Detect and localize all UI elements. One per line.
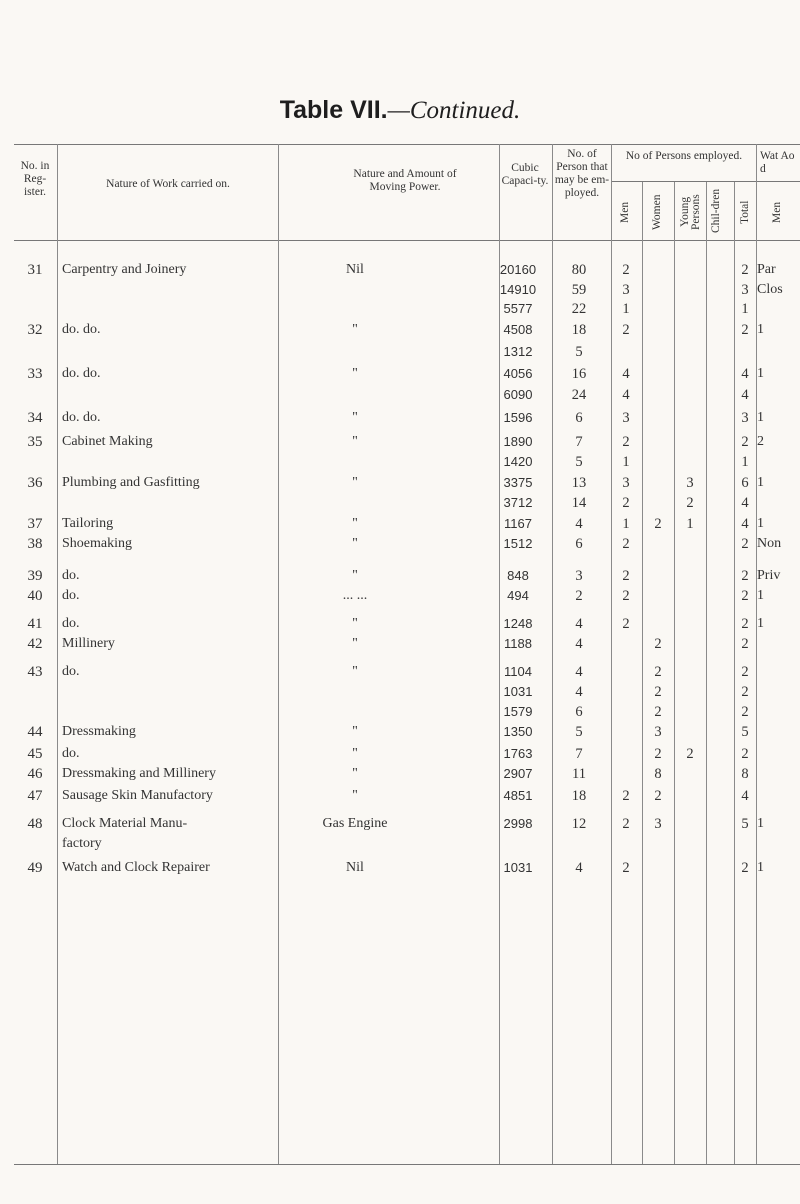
header-children: Chil-dren bbox=[710, 188, 722, 234]
persons-employable: 11 bbox=[572, 766, 586, 782]
men-count: 1 bbox=[622, 516, 630, 532]
work-description: Shoemaking bbox=[62, 536, 132, 551]
row-number: 39 bbox=[27, 568, 43, 584]
header-work: Nature of Work carried on. bbox=[106, 178, 230, 190]
persons-employable: 22 bbox=[571, 301, 587, 317]
women-count: 3 bbox=[654, 724, 662, 740]
wa-value: 1 bbox=[757, 616, 764, 631]
total-count: 2 bbox=[741, 262, 749, 278]
work-description: factory bbox=[62, 836, 102, 851]
persons-employable: 59 bbox=[571, 282, 587, 298]
row-number: 32 bbox=[27, 322, 43, 338]
cubic-capacity: 4056 bbox=[503, 366, 533, 381]
moving-power: " bbox=[352, 516, 358, 531]
work-description: do. do. bbox=[62, 410, 101, 425]
header-power: Nature and Amount of Moving Power. bbox=[353, 168, 457, 193]
row-number: 42 bbox=[27, 636, 43, 652]
header-persons-group: No of Persons employed. bbox=[625, 150, 743, 162]
cubic-capacity: 1104 bbox=[504, 664, 532, 679]
total-count: 3 bbox=[741, 410, 749, 426]
moving-power: ... ... bbox=[342, 588, 368, 603]
men-count: 2 bbox=[622, 536, 630, 552]
men-count: 4 bbox=[622, 366, 630, 382]
cubic-capacity: 1031 bbox=[503, 684, 533, 699]
total-count: 2 bbox=[741, 664, 749, 680]
header-bottom-rule bbox=[14, 240, 800, 241]
persons-employable: 4 bbox=[575, 860, 583, 876]
work-description: Carpentry and Joinery bbox=[62, 262, 187, 277]
header-total: Total bbox=[739, 200, 751, 224]
cubic-capacity: 1350 bbox=[503, 724, 533, 739]
wa-value: 1 bbox=[757, 816, 764, 831]
women-count: 2 bbox=[654, 746, 662, 762]
persons-employable: 4 bbox=[575, 516, 583, 532]
header-women: Women bbox=[651, 194, 663, 230]
young-persons-count: 2 bbox=[686, 495, 694, 511]
page-title bbox=[0, 96, 800, 125]
col-rule-no bbox=[57, 144, 58, 1164]
work-description: do. do. bbox=[62, 366, 101, 381]
wa-value: 1 bbox=[757, 588, 764, 603]
wa-value: Non bbox=[757, 536, 782, 551]
col-rule-cubic bbox=[552, 144, 553, 1164]
men-count: 3 bbox=[622, 282, 630, 298]
title-main: Table VII. bbox=[279, 96, 388, 124]
persons-employable: 6 bbox=[575, 704, 583, 720]
persons-employable: 24 bbox=[571, 387, 587, 403]
total-count: 4 bbox=[741, 387, 749, 403]
persons-employable: 4 bbox=[575, 636, 583, 652]
moving-power: " bbox=[352, 746, 358, 761]
moving-power: Nil bbox=[346, 262, 364, 277]
total-count: 1 bbox=[741, 454, 749, 470]
moving-power: " bbox=[352, 410, 358, 425]
cubic-capacity: 4851 bbox=[503, 788, 533, 803]
cubic-capacity: 3375 bbox=[503, 475, 533, 490]
row-number: 41 bbox=[27, 616, 43, 632]
cubic-capacity: 3712 bbox=[503, 495, 533, 510]
total-count: 4 bbox=[741, 366, 749, 382]
total-count: 6 bbox=[741, 475, 749, 491]
moving-power: Nil bbox=[346, 860, 364, 875]
title-continued: —Continued. bbox=[387, 97, 521, 124]
total-count: 5 bbox=[741, 816, 749, 832]
persons-employable: 16 bbox=[571, 366, 587, 382]
total-count: 2 bbox=[741, 588, 749, 604]
total-count: 2 bbox=[741, 536, 749, 552]
row-number: 35 bbox=[27, 434, 43, 450]
header-no: No. in Reg-ister. bbox=[20, 160, 50, 198]
persons-employable: 2 bbox=[575, 588, 583, 604]
header-cubic: Cubic Capaci-ty. bbox=[501, 162, 549, 187]
row-number: 44 bbox=[27, 724, 43, 740]
persons-employable: 13 bbox=[571, 475, 587, 491]
total-count: 2 bbox=[741, 616, 749, 632]
total-count: 4 bbox=[741, 495, 749, 511]
cubic-capacity: 848 bbox=[507, 568, 529, 583]
row-number: 46 bbox=[27, 766, 43, 782]
total-count: 2 bbox=[741, 684, 749, 700]
women-count: 8 bbox=[654, 766, 662, 782]
men-count: 2 bbox=[622, 616, 630, 632]
col-rule-men bbox=[642, 182, 643, 1164]
young-persons-count: 1 bbox=[686, 516, 694, 532]
total-count: 2 bbox=[741, 434, 749, 450]
young-persons-count: 3 bbox=[686, 475, 694, 491]
moving-power: " bbox=[352, 568, 358, 583]
women-count: 2 bbox=[654, 684, 662, 700]
men-count: 3 bbox=[622, 410, 630, 426]
cubic-capacity: 2998 bbox=[503, 816, 533, 831]
table-bottom-rule bbox=[14, 1164, 800, 1165]
moving-power: " bbox=[352, 322, 358, 337]
women-count: 2 bbox=[654, 636, 662, 652]
total-count: 2 bbox=[741, 636, 749, 652]
row-number: 34 bbox=[27, 410, 43, 426]
header-wa-men: Men bbox=[771, 201, 783, 223]
work-description: Millinery bbox=[62, 636, 115, 651]
table-top-rule bbox=[14, 144, 800, 145]
cubic-capacity: 1579 bbox=[503, 704, 533, 719]
men-count: 1 bbox=[622, 454, 630, 470]
wa-value: 1 bbox=[757, 475, 764, 490]
men-count: 4 bbox=[622, 387, 630, 403]
work-description: Cabinet Making bbox=[62, 434, 153, 449]
persons-employable: 5 bbox=[575, 724, 583, 740]
persons-employable: 4 bbox=[575, 664, 583, 680]
row-number: 49 bbox=[27, 860, 43, 876]
women-count: 2 bbox=[654, 664, 662, 680]
cubic-capacity: 2907 bbox=[503, 766, 533, 781]
work-description: Clock Material Manu- bbox=[62, 816, 188, 831]
cubic-capacity: 494 bbox=[507, 588, 529, 603]
wa-value: 1 bbox=[757, 410, 764, 425]
cubic-capacity: 1031 bbox=[503, 860, 533, 875]
moving-power: " bbox=[352, 434, 358, 449]
total-count: 2 bbox=[741, 704, 749, 720]
wa-value: 1 bbox=[757, 322, 764, 337]
persons-employable: 5 bbox=[575, 454, 583, 470]
total-count: 8 bbox=[741, 766, 749, 782]
moving-power: " bbox=[352, 616, 358, 631]
row-number: 38 bbox=[27, 536, 43, 552]
persons-employable: 6 bbox=[575, 536, 583, 552]
persons-employable: 18 bbox=[571, 322, 587, 338]
women-count: 2 bbox=[654, 516, 662, 532]
header-employable: No. of Person that may be em-ployed. bbox=[554, 148, 610, 199]
persons-employable: 12 bbox=[571, 816, 587, 832]
men-count: 2 bbox=[622, 262, 630, 278]
cubic-capacity: 1248 bbox=[503, 616, 533, 631]
women-count: 3 bbox=[654, 816, 662, 832]
row-number: 45 bbox=[27, 746, 43, 762]
persons-employable: 5 bbox=[575, 344, 583, 360]
men-count: 2 bbox=[622, 816, 630, 832]
row-number: 43 bbox=[27, 664, 43, 680]
work-description: Watch and Clock Repairer bbox=[62, 860, 210, 875]
total-count: 3 bbox=[741, 282, 749, 298]
persons-employable: 4 bbox=[575, 684, 583, 700]
persons-employable: 7 bbox=[575, 434, 583, 450]
cubic-capacity: 1890 bbox=[503, 434, 533, 449]
moving-power: Gas Engine bbox=[322, 816, 388, 831]
persons-employable: 6 bbox=[575, 410, 583, 426]
wa-value: 2 bbox=[757, 434, 764, 449]
cubic-capacity: 1167 bbox=[504, 516, 532, 531]
moving-power: " bbox=[352, 536, 358, 551]
men-count: 3 bbox=[622, 475, 630, 491]
moving-power: " bbox=[352, 766, 358, 781]
moving-power: " bbox=[352, 366, 358, 381]
moving-power: " bbox=[352, 788, 358, 803]
total-count: 4 bbox=[741, 516, 749, 532]
young-persons-count: 2 bbox=[686, 746, 694, 762]
cubic-capacity: 5577 bbox=[503, 301, 533, 316]
wa-group-rule bbox=[757, 181, 800, 182]
men-count: 2 bbox=[622, 860, 630, 876]
work-description: Plumbing and Gasfitting bbox=[62, 475, 200, 490]
work-description: do. bbox=[62, 746, 80, 761]
wa-value: Clos bbox=[757, 282, 783, 297]
total-count: 4 bbox=[741, 788, 749, 804]
moving-power: " bbox=[352, 664, 358, 679]
col-rule-women bbox=[674, 182, 675, 1164]
row-number: 37 bbox=[27, 516, 43, 532]
work-description: Dressmaking and Millinery bbox=[62, 766, 216, 781]
cubic-capacity: 4508 bbox=[503, 322, 533, 337]
work-description: do. bbox=[62, 568, 80, 583]
work-description: Dressmaking bbox=[62, 724, 136, 739]
work-description: do. bbox=[62, 588, 80, 603]
work-description: Tailoring bbox=[62, 516, 114, 531]
persons-employable: 18 bbox=[571, 788, 587, 804]
row-number: 36 bbox=[27, 475, 43, 491]
men-count: 2 bbox=[622, 788, 630, 804]
work-description: do. bbox=[62, 664, 80, 679]
cubic-capacity: 1763 bbox=[503, 746, 533, 761]
men-count: 2 bbox=[622, 568, 630, 584]
persons-employable: 14 bbox=[571, 495, 587, 511]
cubic-capacity: 1420 bbox=[503, 454, 533, 469]
wa-value: 1 bbox=[757, 860, 764, 875]
work-description: Sausage Skin Manufactory bbox=[62, 788, 213, 803]
persons-employable: 7 bbox=[575, 746, 583, 762]
total-count: 5 bbox=[741, 724, 749, 740]
col-rule-work bbox=[278, 144, 279, 1164]
total-count: 2 bbox=[741, 322, 749, 338]
col-rule-young bbox=[706, 182, 707, 1164]
women-count: 2 bbox=[654, 788, 662, 804]
wa-value: Par bbox=[757, 262, 776, 277]
wa-value: 1 bbox=[757, 366, 764, 381]
moving-power: " bbox=[352, 636, 358, 651]
men-count: 2 bbox=[622, 588, 630, 604]
work-description: do. bbox=[62, 616, 80, 631]
work-description: do. do. bbox=[62, 322, 101, 337]
row-number: 48 bbox=[27, 816, 43, 832]
total-count: 2 bbox=[741, 746, 749, 762]
wa-value: Priv bbox=[757, 568, 781, 583]
cubic-capacity: 1188 bbox=[504, 636, 532, 651]
persons-employable: 4 bbox=[575, 616, 583, 632]
row-number: 40 bbox=[27, 588, 43, 604]
header-young: Young Persons bbox=[679, 194, 702, 230]
header-men: Men bbox=[619, 201, 631, 223]
cubic-capacity: 1312 bbox=[503, 344, 533, 359]
men-count: 2 bbox=[622, 434, 630, 450]
moving-power: " bbox=[352, 475, 358, 490]
cubic-capacity: 1596 bbox=[503, 410, 533, 425]
cubic-capacity: 14910 bbox=[499, 282, 537, 297]
wa-value: 1 bbox=[757, 516, 764, 531]
men-count: 2 bbox=[622, 322, 630, 338]
cubic-capacity: 6090 bbox=[503, 387, 533, 402]
persons-employable: 3 bbox=[575, 568, 583, 584]
moving-power: " bbox=[352, 724, 358, 739]
persons-employable: 80 bbox=[571, 262, 587, 278]
total-count: 2 bbox=[741, 568, 749, 584]
total-count: 2 bbox=[741, 860, 749, 876]
row-number: 31 bbox=[27, 262, 43, 278]
women-count: 2 bbox=[654, 704, 662, 720]
cubic-capacity: 1512 bbox=[503, 536, 533, 551]
cubic-capacity: 20160 bbox=[499, 262, 537, 277]
total-count: 1 bbox=[741, 301, 749, 317]
row-number: 47 bbox=[27, 788, 43, 804]
men-count: 2 bbox=[622, 495, 630, 511]
header-wa-group: Wat Ao d bbox=[760, 150, 795, 175]
row-number: 33 bbox=[27, 366, 43, 382]
men-count: 1 bbox=[622, 301, 630, 317]
